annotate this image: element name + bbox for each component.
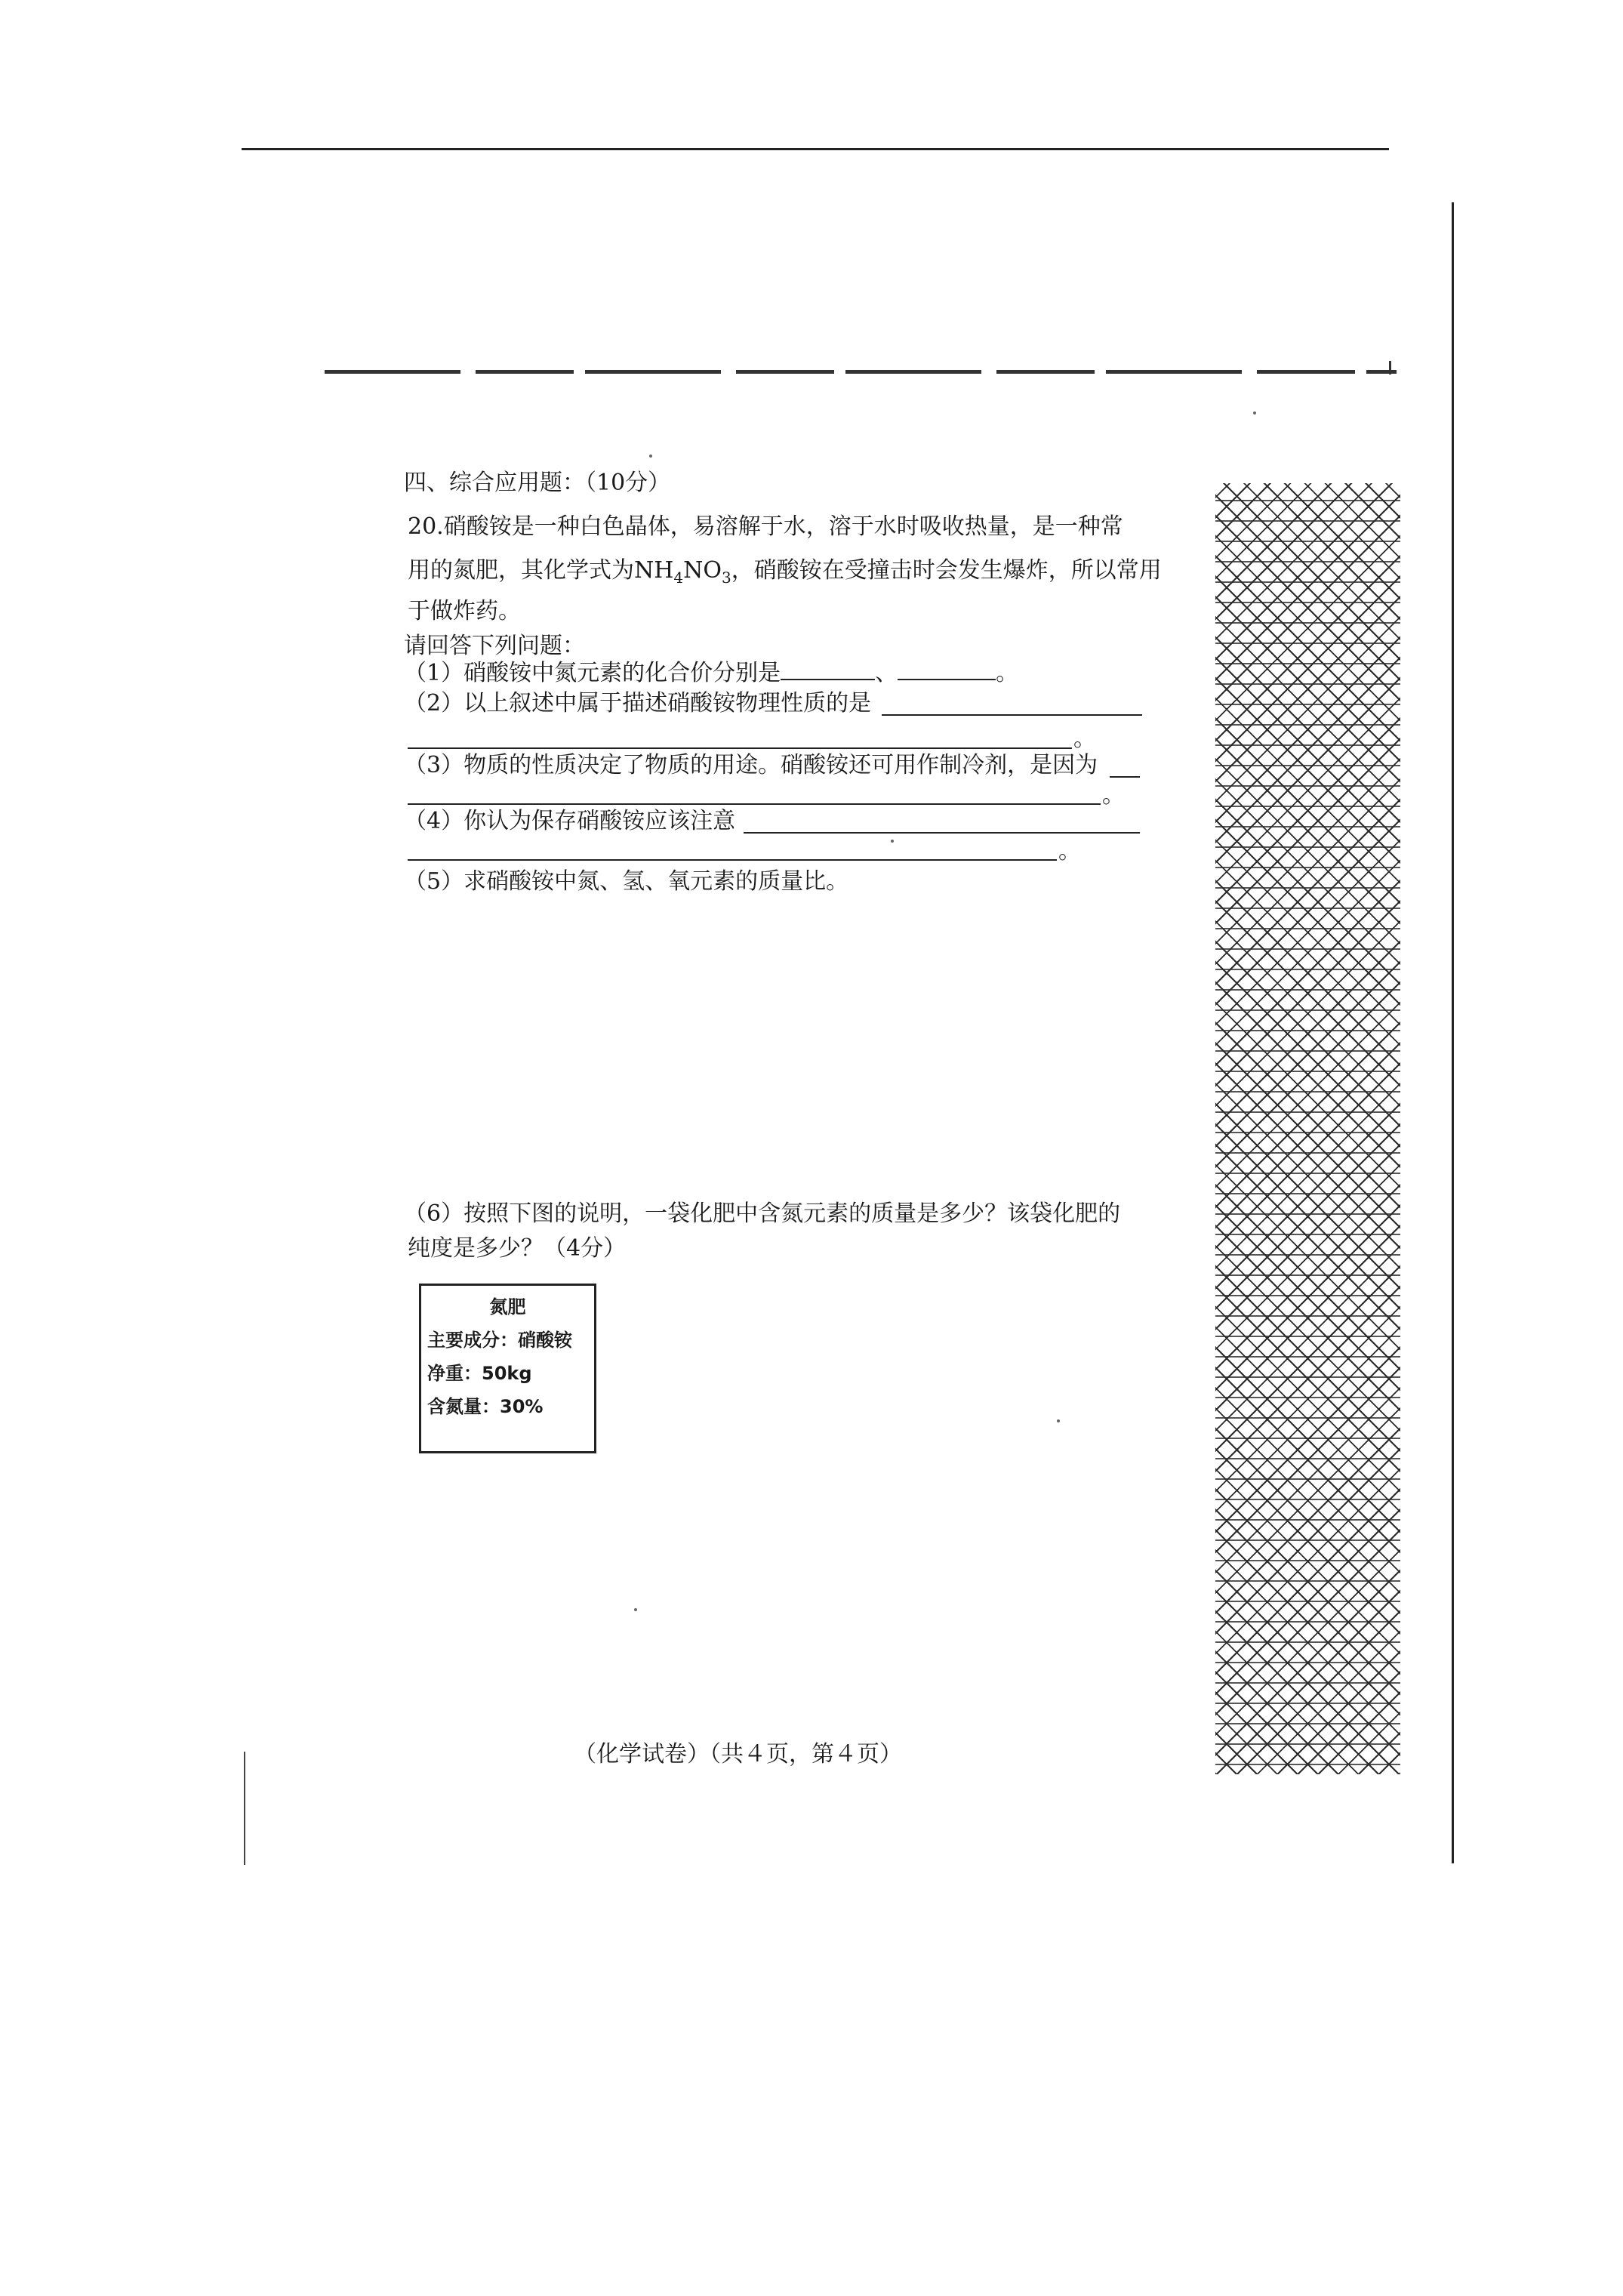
scan-speck <box>649 455 652 458</box>
question-text-line-2: 用的氮肥，其化学式为$NH_4NO_3$，硝酸铵在受撞击时会发生爆炸，所以常用 <box>408 557 1162 587</box>
subquestion-5: （5）求硝酸铵中氮、氢、氧元素的质量比。 <box>404 868 849 895</box>
subquestion-3-end: 。 <box>1102 782 1125 809</box>
answer-blank-1b[interactable] <box>898 656 996 680</box>
subquestion-4-end: 。 <box>1058 838 1081 864</box>
answer-line-2a[interactable] <box>882 714 1142 716</box>
scan-speck <box>1253 411 1256 415</box>
subquestion-3: （3）物质的性质决定了物质的用途。硝酸铵还可用作制冷剂，是因为 <box>404 752 1098 778</box>
security-pattern-strip <box>1215 483 1400 1774</box>
answer-line-4b[interactable] <box>408 859 1057 861</box>
question-text-line-3: 于做炸药。 <box>408 598 521 624</box>
label-main-component: 主要成分：硝酸铵 <box>427 1330 572 1351</box>
top-rule <box>242 148 1389 150</box>
question-text-line-1: 20.硝酸铵是一种白色晶体，易溶解于水，溶于水时吸收热量，是一种常 <box>408 513 1123 540</box>
label-nitrogen-content: 含氮量：30% <box>427 1396 544 1417</box>
scan-speck <box>634 1608 637 1611</box>
subquestion-6-line-1: （6）按照下图的说明，一袋化肥中含氮元素的质量是多少？该袋化肥的 <box>404 1200 1121 1227</box>
subquestion-2-end: 。 <box>1073 726 1096 752</box>
label-net-weight: 净重：50kg <box>427 1363 532 1384</box>
subquestion-1: （1）硝酸铵中氮元素的化合价分别是 、 。 <box>404 655 1018 692</box>
section-header: 四、综合应用题：（10分） <box>404 470 671 496</box>
subquestion-4: （4）你认为保存硝酸铵应该注意 <box>404 808 736 834</box>
subquestion-2: （2）以上叙述中属于描述硝酸铵物理性质的是 <box>404 690 872 717</box>
scan-speck <box>1057 1419 1060 1422</box>
right-margin-line <box>1452 202 1454 1863</box>
left-margin-line <box>244 1752 245 1865</box>
dashed-divider <box>325 370 1397 374</box>
fertilizer-label <box>419 1284 596 1453</box>
question-prompt: 请回答下列问题： <box>404 633 585 659</box>
label-title: 氮肥 <box>489 1296 526 1318</box>
divider-end-mark <box>1389 361 1391 374</box>
page-footer: （化学试卷）（共４页，第４页） <box>574 1741 902 1767</box>
scan-speck <box>891 840 894 843</box>
subquestion-6-line-2: 纯度是多少？（4分） <box>408 1235 627 1262</box>
answer-blank-1a[interactable] <box>781 656 875 680</box>
